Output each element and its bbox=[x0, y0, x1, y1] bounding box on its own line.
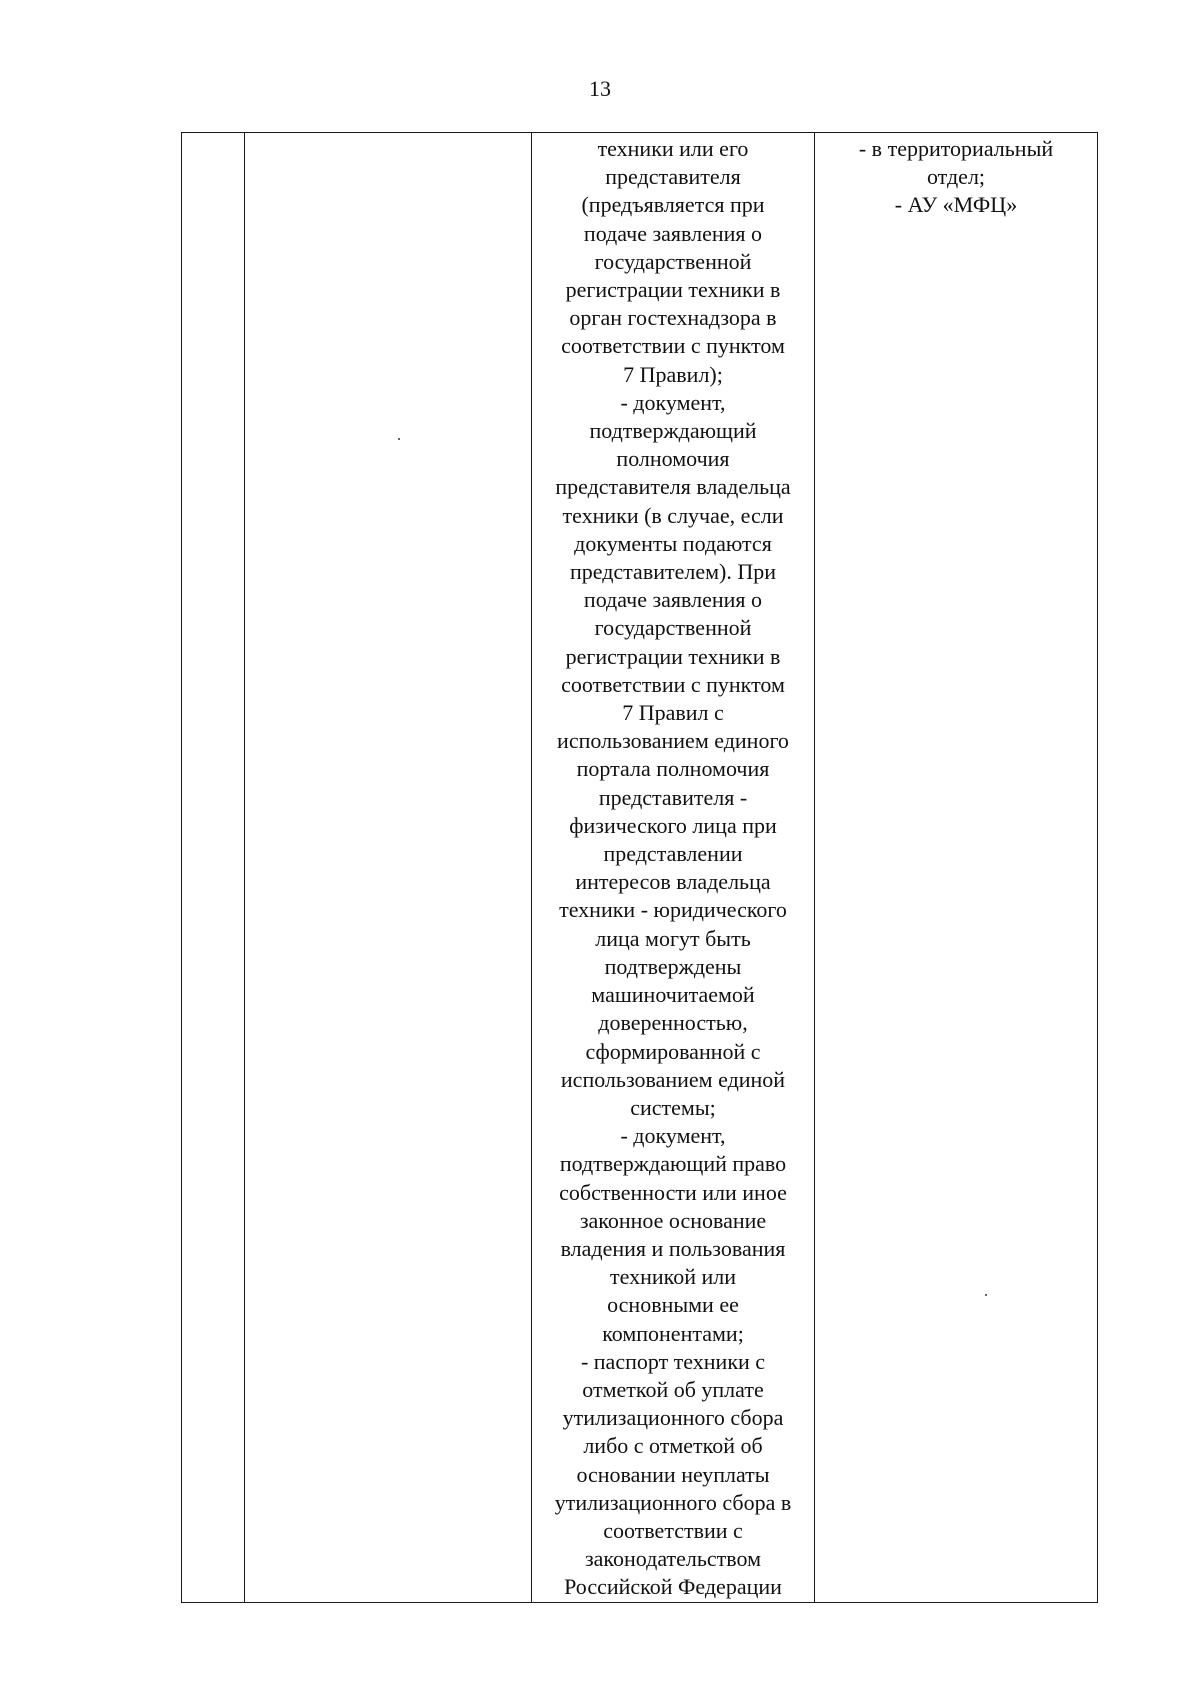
text-line: представителя - bbox=[598, 784, 748, 810]
text-line: государственной bbox=[594, 615, 752, 641]
text-line: полномочия bbox=[616, 446, 730, 472]
text-line: представлении bbox=[603, 841, 743, 867]
scan-speck bbox=[398, 438, 400, 440]
text-line: отметкой об уплате bbox=[582, 1376, 764, 1402]
text-line: представителем). При bbox=[569, 559, 777, 585]
text-line: законное основание bbox=[579, 1207, 767, 1233]
table-cell-col-2 bbox=[245, 133, 532, 1603]
text-line: использованием единого bbox=[557, 728, 789, 754]
text-line: 7 Правил с bbox=[622, 700, 724, 726]
text-line: Российской Федерации bbox=[564, 1574, 782, 1600]
text-line: регистрации техники в bbox=[565, 277, 781, 303]
submission-place-text bbox=[815, 133, 1097, 220]
text-line: 7 Правил); bbox=[623, 361, 723, 387]
text-line: регистрации техники в bbox=[565, 643, 781, 669]
page-number: 13 bbox=[589, 76, 611, 101]
text-line: физического лица при bbox=[569, 812, 777, 838]
text-line: портала полномочия bbox=[576, 756, 770, 782]
text-line: - документ, bbox=[620, 1123, 726, 1149]
text-line: соответствии с пунктом bbox=[561, 671, 785, 697]
text-line: соответствии с пунктом bbox=[561, 333, 785, 359]
text-line: подтверждающий право bbox=[559, 1151, 787, 1177]
text-line: техникой или bbox=[609, 1264, 736, 1290]
table-cell-col-4 bbox=[815, 133, 1098, 1603]
table-cell-col-3 bbox=[532, 133, 815, 1603]
text-line: подтверждающий bbox=[589, 418, 757, 444]
text-line: - паспорт техники с bbox=[580, 1348, 766, 1374]
text-line: системы; bbox=[630, 1094, 716, 1120]
required-documents-text bbox=[532, 133, 814, 1602]
text-line: интересов владельца bbox=[575, 869, 771, 895]
text-line: законодательством bbox=[584, 1546, 762, 1572]
text-line: техники - юридического bbox=[559, 897, 787, 923]
text-line: машиночитаемой bbox=[591, 982, 755, 1008]
text-line: (предъявляется при bbox=[581, 192, 765, 218]
text-line: - АУ «МФЦ» bbox=[894, 192, 1018, 218]
text-line: доверенностью, bbox=[598, 1010, 748, 1036]
table-cell-col-1 bbox=[182, 133, 245, 1603]
document-table bbox=[181, 132, 1098, 1603]
text-line: документы подаются bbox=[574, 530, 772, 556]
text-line: техники (в случае, если bbox=[562, 502, 784, 528]
text-line: представителя владельца bbox=[555, 474, 791, 500]
text-line: основании неуплаты bbox=[576, 1461, 770, 1487]
text-line: либо с отметкой об bbox=[583, 1433, 763, 1459]
text-line: отдел; bbox=[926, 164, 986, 190]
text-line: компонентами; bbox=[602, 1320, 744, 1346]
text-line: подаче заявления о bbox=[583, 220, 763, 246]
text-line: лица могут быть bbox=[595, 925, 751, 951]
text-line: соответствии с bbox=[603, 1517, 743, 1543]
text-line: - документ, bbox=[620, 389, 726, 415]
text-line: утилизационного сбора в bbox=[554, 1489, 792, 1515]
text-line: использованием единой bbox=[560, 1066, 786, 1092]
scan-speck bbox=[985, 1294, 987, 1296]
text-line: - в территориальный bbox=[858, 136, 1054, 161]
text-line: подтверждены bbox=[604, 953, 742, 979]
text-line: подаче заявления о bbox=[583, 587, 763, 613]
text-line: представителя bbox=[605, 164, 741, 190]
text-line: утилизационного сбора bbox=[562, 1405, 784, 1431]
text-line: техники или его bbox=[597, 136, 749, 161]
text-line: владения и пользования bbox=[560, 1235, 786, 1261]
text-line: государственной bbox=[594, 248, 752, 274]
text-line: собственности или иное bbox=[559, 1179, 787, 1205]
text-line: основными ее bbox=[607, 1292, 739, 1318]
text-line: орган гостехнадзора в bbox=[569, 305, 777, 331]
text-line: сформированной с bbox=[585, 1038, 761, 1064]
table-row bbox=[182, 133, 1098, 1603]
